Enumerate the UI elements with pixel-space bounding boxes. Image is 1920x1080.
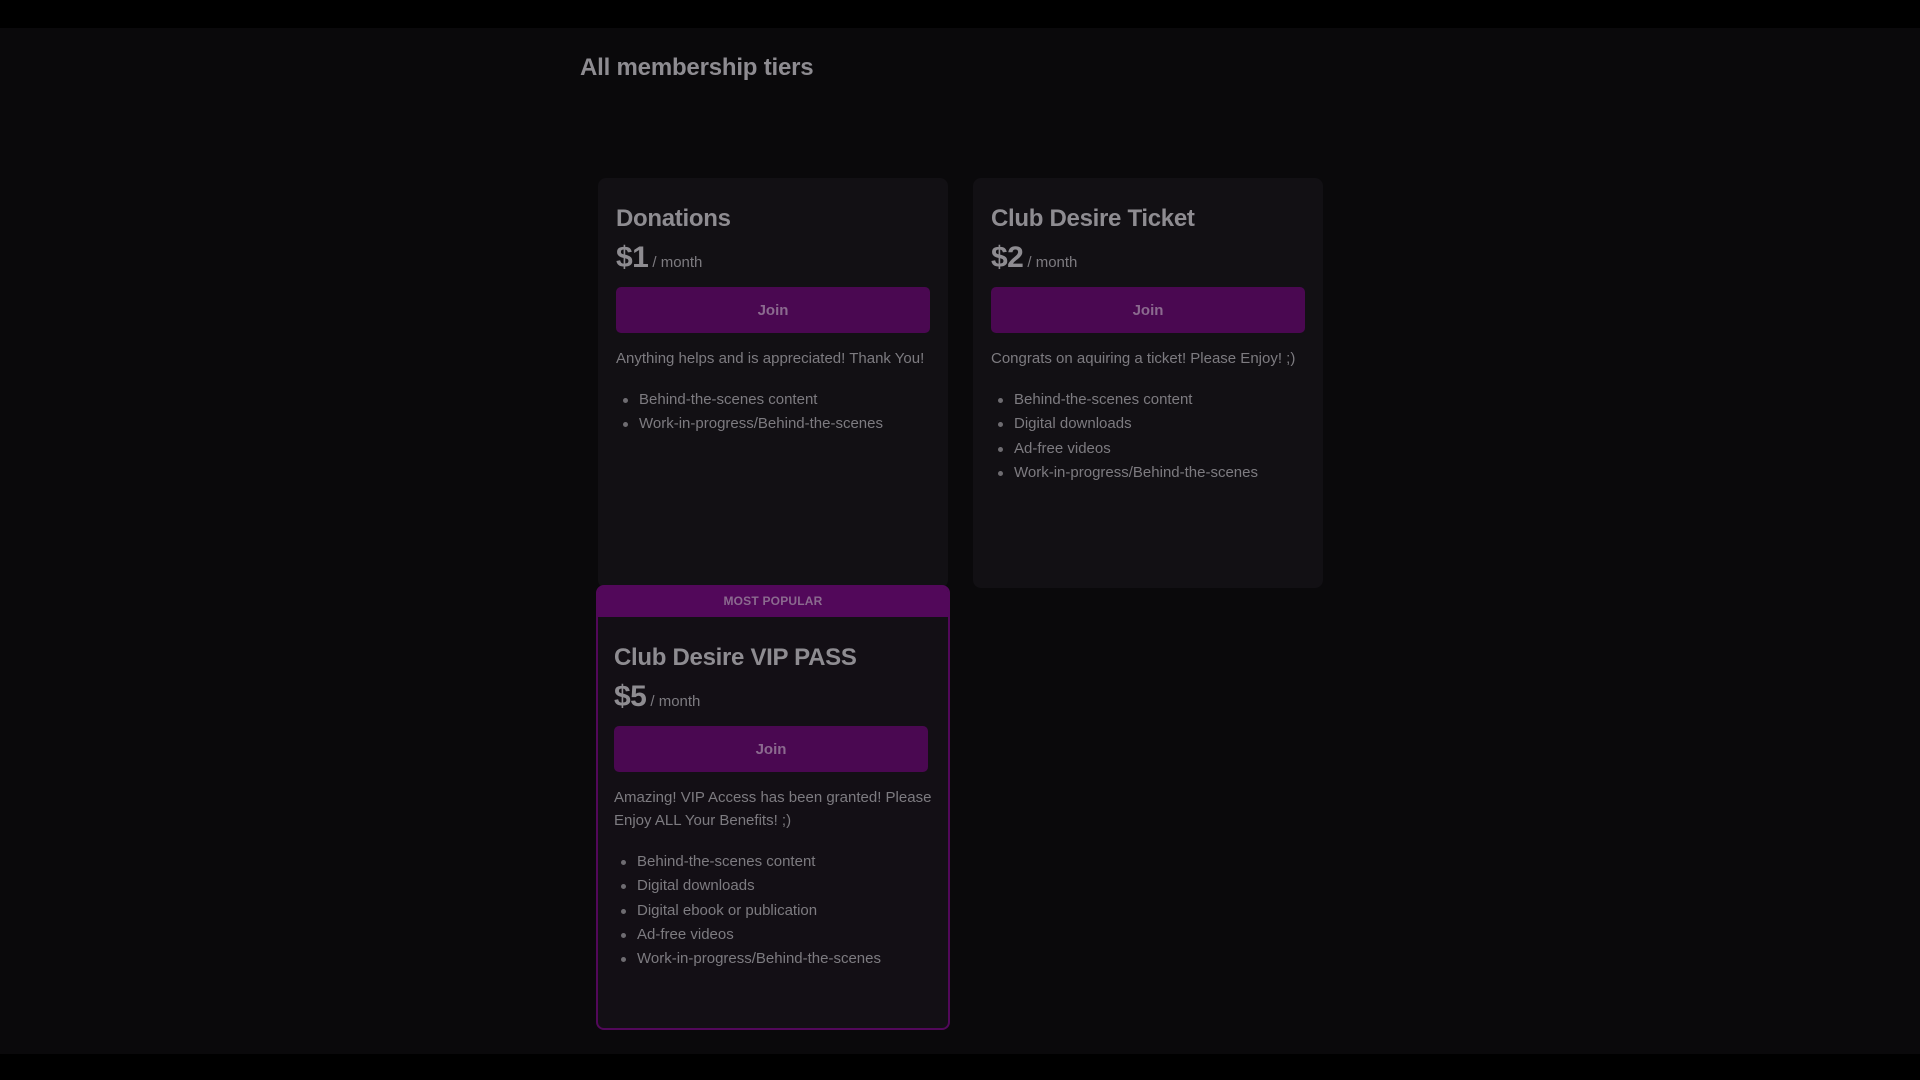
benefits-list <box>991 388 1305 485</box>
most-popular-badge: MOST POPULAR <box>598 587 948 617</box>
benefit-item: Work-in-progress/Behind-the-scenes <box>1014 461 1305 485</box>
benefits-list <box>614 850 932 971</box>
benefit-item: Behind-the-scenes content <box>639 388 930 412</box>
tier-card-club-desire-vip-pass <box>596 585 950 1030</box>
tier-description: Amazing! VIP Access has been granted! Please Enjoy ALL Your Benefits! ;) <box>614 789 932 829</box>
benefit-item: Digital ebook or publication <box>637 899 932 923</box>
benefits-list <box>616 388 930 437</box>
price-period: / month <box>652 254 703 271</box>
benefit-item: Digital downloads <box>637 874 932 898</box>
tier-name: Club Desire Ticket <box>991 205 1195 232</box>
tier-name: Donations <box>616 205 731 232</box>
benefit-item: Behind-the-scenes content <box>1014 388 1305 412</box>
price-period: / month <box>1027 254 1078 271</box>
tier-card-donations <box>598 178 948 588</box>
page-title: All membership tiers <box>580 54 814 81</box>
tier-description: Congrats on aquiring a ticket! Please Enjoy! ;) <box>991 350 1296 367</box>
price-amount: $2 <box>991 241 1024 274</box>
tier-card-club-desire-ticket <box>973 178 1323 588</box>
tier-price <box>991 241 1305 275</box>
membership-page <box>0 28 1920 1054</box>
benefit-item: Ad-free videos <box>637 923 932 947</box>
tier-name: Club Desire VIP PASS <box>614 644 857 671</box>
join-button-club-desire-vip-pass[interactable]: Join <box>614 726 928 772</box>
price-amount: $5 <box>614 680 647 713</box>
benefit-item: Digital downloads <box>1014 412 1305 436</box>
join-button-club-desire-ticket[interactable]: Join <box>991 287 1305 333</box>
benefit-item: Work-in-progress/Behind-the-scenes <box>637 947 932 971</box>
price-period: / month <box>650 693 701 710</box>
benefit-item: Work-in-progress/Behind-the-scenes <box>639 412 930 436</box>
tier-price <box>614 680 932 714</box>
price-amount: $1 <box>616 241 649 274</box>
tier-description: Anything helps and is appreciated! Thank You! <box>616 350 925 367</box>
benefit-item: Ad-free videos <box>1014 437 1305 461</box>
join-button-donations[interactable]: Join <box>616 287 930 333</box>
benefit-item: Behind-the-scenes content <box>637 850 932 874</box>
tier-price <box>616 241 930 275</box>
